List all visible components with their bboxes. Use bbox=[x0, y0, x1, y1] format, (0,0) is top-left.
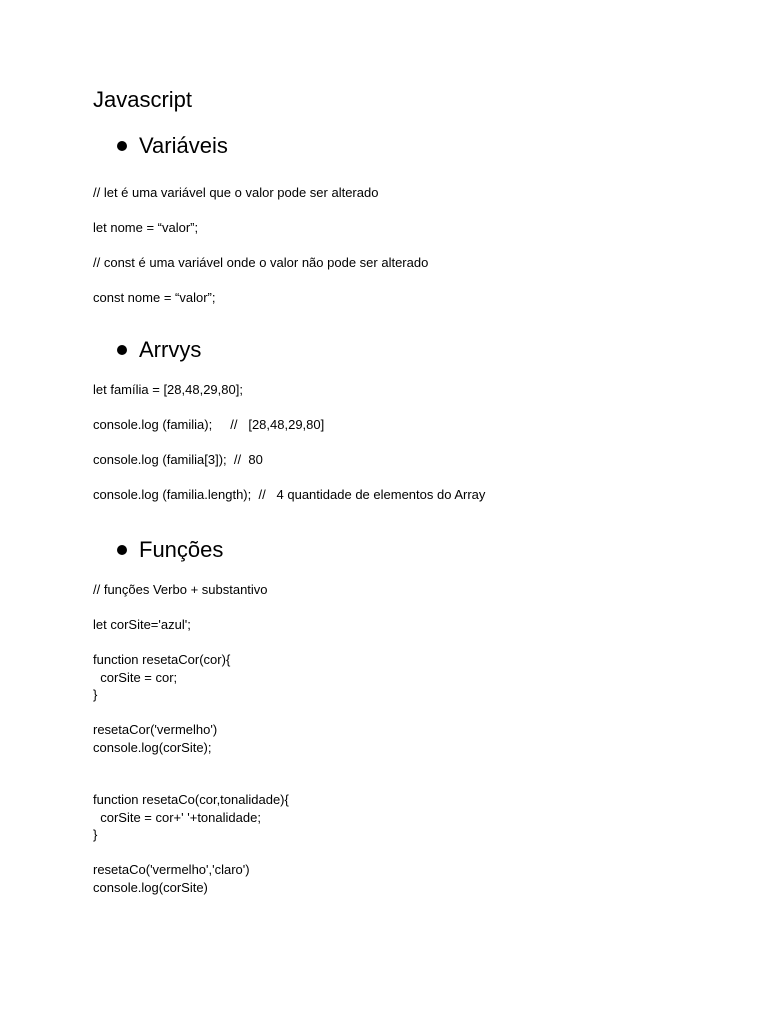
bullet-icon bbox=[117, 345, 127, 355]
document-title: Javascript bbox=[93, 87, 193, 112]
section-heading-label: Arrvys bbox=[139, 336, 202, 362]
code-line: corSite = cor+' '+tonalidade; bbox=[93, 809, 261, 825]
code-line: console.log (familia[3]); // 80 bbox=[93, 451, 263, 467]
document-page bbox=[93, 86, 713, 896]
code-line: let família = [28,48,29,80]; bbox=[93, 381, 243, 397]
code-line: const nome = “valor”; bbox=[93, 290, 216, 305]
code-line: console.log(corSite); bbox=[93, 739, 212, 755]
code-line: let nome = “valor”; bbox=[93, 220, 199, 235]
bullet-icon bbox=[117, 545, 127, 555]
code-line: function resetaCor(cor){ bbox=[93, 652, 231, 667]
code-line: resetaCo('vermelho','claro') bbox=[93, 862, 250, 877]
section-heading-funcoes bbox=[93, 536, 713, 564]
code-line: } bbox=[93, 687, 98, 702]
code-line: let corSite='azul'; bbox=[93, 617, 191, 632]
section-heading-label: Funções bbox=[139, 537, 224, 562]
code-line: function resetaCo(cor,tonalidade){ bbox=[93, 792, 289, 807]
code-line: } bbox=[93, 827, 98, 842]
code-line: console.log (familia.length); // 4 quantidade de elementos do Array bbox=[93, 486, 486, 502]
code-line: corSite = cor; bbox=[93, 669, 178, 685]
code-comment: // let é uma variável que o valor pode ser alterado bbox=[93, 185, 379, 200]
code-comment: // const é uma variável onde o valor não pode ser alterado bbox=[93, 255, 429, 270]
code-line: resetaCor('vermelho') bbox=[93, 722, 218, 737]
section-heading-arrays bbox=[93, 336, 713, 364]
bullet-icon bbox=[117, 141, 127, 151]
code-comment: // funções Verbo + substantivo bbox=[93, 582, 268, 597]
section-heading-label: Variáveis bbox=[139, 133, 228, 158]
section-heading-variaveis bbox=[93, 132, 713, 160]
code-line: console.log (familia); // [28,48,29,80] bbox=[93, 416, 325, 432]
code-line: console.log(corSite) bbox=[93, 879, 208, 895]
